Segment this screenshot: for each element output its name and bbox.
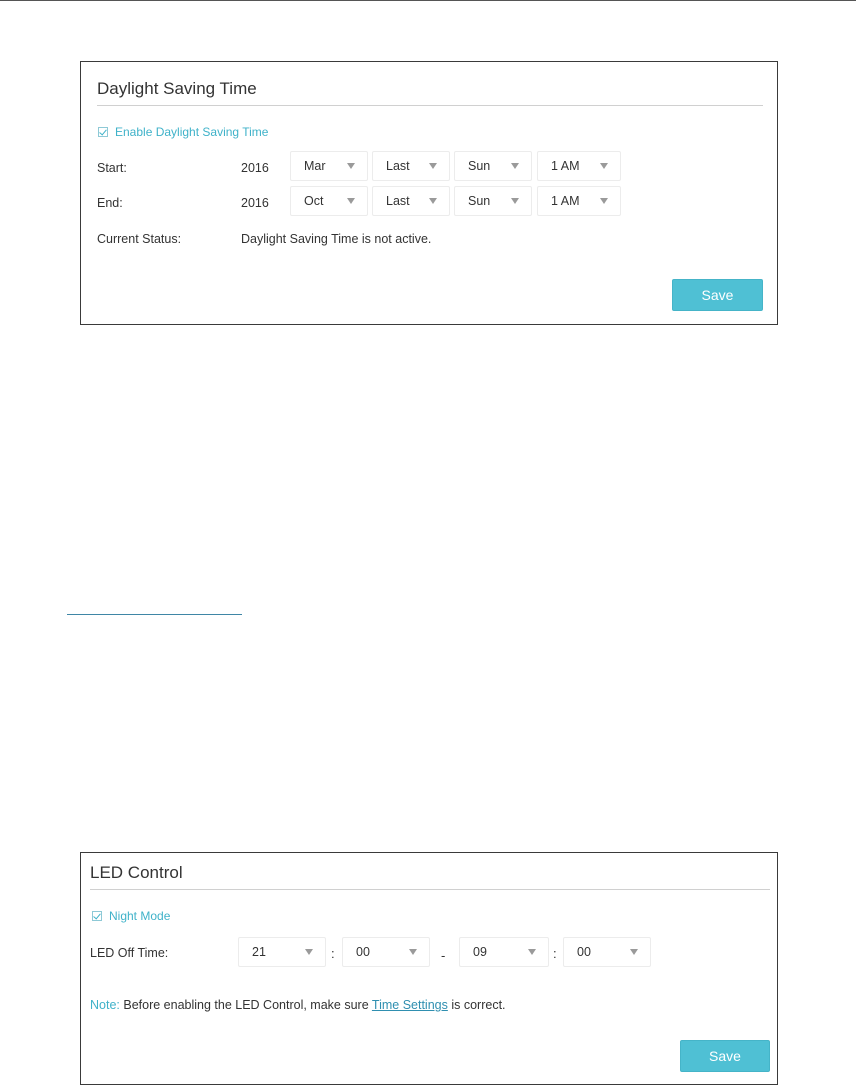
end-week-value: Last: [386, 194, 410, 208]
start-time-select[interactable]: [537, 151, 621, 181]
end-month-value: Oct: [304, 194, 324, 208]
start-year: 2016: [241, 161, 269, 175]
note-label: Note:: [90, 998, 120, 1012]
dst-save-button[interactable]: Save: [672, 279, 763, 311]
night-mode-checkbox-row[interactable]: [92, 909, 170, 923]
end-time-value: 1 AM: [551, 194, 580, 208]
led-title: LED Control: [90, 863, 183, 882]
end-label: End:: [97, 196, 123, 210]
current-status-value: Daylight Saving Time is not active.: [241, 232, 432, 246]
chevron-down-icon: [630, 949, 638, 955]
led-from-hour-select[interactable]: [238, 937, 326, 967]
led-title-divider: [90, 889, 770, 890]
chevron-down-icon: [511, 198, 519, 204]
chevron-down-icon: [409, 949, 417, 955]
current-status-label: Current Status:: [97, 232, 182, 246]
led-to-hour-value: 09: [473, 945, 487, 959]
led-note: [90, 998, 506, 1012]
note-text-before: Before enabling the LED Control, make sure: [123, 998, 369, 1012]
time-settings-link[interactable]: Time Settings: [371, 998, 448, 1012]
enable-dst-checkbox[interactable]: [98, 127, 108, 137]
led-to-minute-value: 00: [577, 945, 591, 959]
enable-dst-label: Enable Daylight Saving Time: [115, 125, 269, 139]
led-to-minute-select[interactable]: [563, 937, 651, 967]
start-label: Start:: [97, 161, 127, 175]
start-time-value: 1 AM: [551, 159, 580, 173]
chevron-down-icon: [347, 163, 355, 169]
end-month-select[interactable]: [290, 186, 368, 216]
end-day-select[interactable]: [454, 186, 532, 216]
led-from-hour-value: 21: [252, 945, 266, 959]
start-month-select[interactable]: [290, 151, 368, 181]
page-top-rule: [0, 0, 856, 1]
chevron-down-icon: [600, 163, 608, 169]
divider-link-line: [67, 614, 242, 615]
night-mode-label: Night Mode: [109, 909, 171, 923]
chevron-down-icon: [600, 198, 608, 204]
end-week-select[interactable]: [372, 186, 450, 216]
note-text-after: is correct.: [451, 998, 506, 1012]
chevron-down-icon: [429, 198, 437, 204]
led-from-minute-value: 00: [356, 945, 370, 959]
led-panel: [80, 852, 778, 1085]
chevron-down-icon: [305, 949, 313, 955]
dst-panel: [80, 61, 778, 325]
time-colon: :: [331, 946, 335, 961]
chevron-down-icon: [511, 163, 519, 169]
dst-title-divider: [97, 105, 763, 106]
end-time-select[interactable]: [537, 186, 621, 216]
end-year: 2016: [241, 196, 269, 210]
led-from-minute-select[interactable]: [342, 937, 430, 967]
chevron-down-icon: [347, 198, 355, 204]
end-day-value: Sun: [468, 194, 491, 208]
led-off-time-label: LED Off Time:: [90, 946, 169, 960]
start-month-value: Mar: [304, 159, 326, 173]
chevron-down-icon: [528, 949, 536, 955]
night-mode-checkbox[interactable]: [92, 911, 102, 921]
start-day-value: Sun: [468, 159, 491, 173]
time-colon: :: [553, 946, 557, 961]
led-save-button[interactable]: Save: [680, 1040, 770, 1072]
start-week-select[interactable]: [372, 151, 450, 181]
chevron-down-icon: [429, 163, 437, 169]
time-range-dash: -: [441, 948, 446, 963]
dst-title: Daylight Saving Time: [97, 79, 257, 98]
start-week-value: Last: [386, 159, 410, 173]
led-to-hour-select[interactable]: [459, 937, 549, 967]
start-day-select[interactable]: [454, 151, 532, 181]
enable-dst-checkbox-row[interactable]: [98, 125, 268, 139]
